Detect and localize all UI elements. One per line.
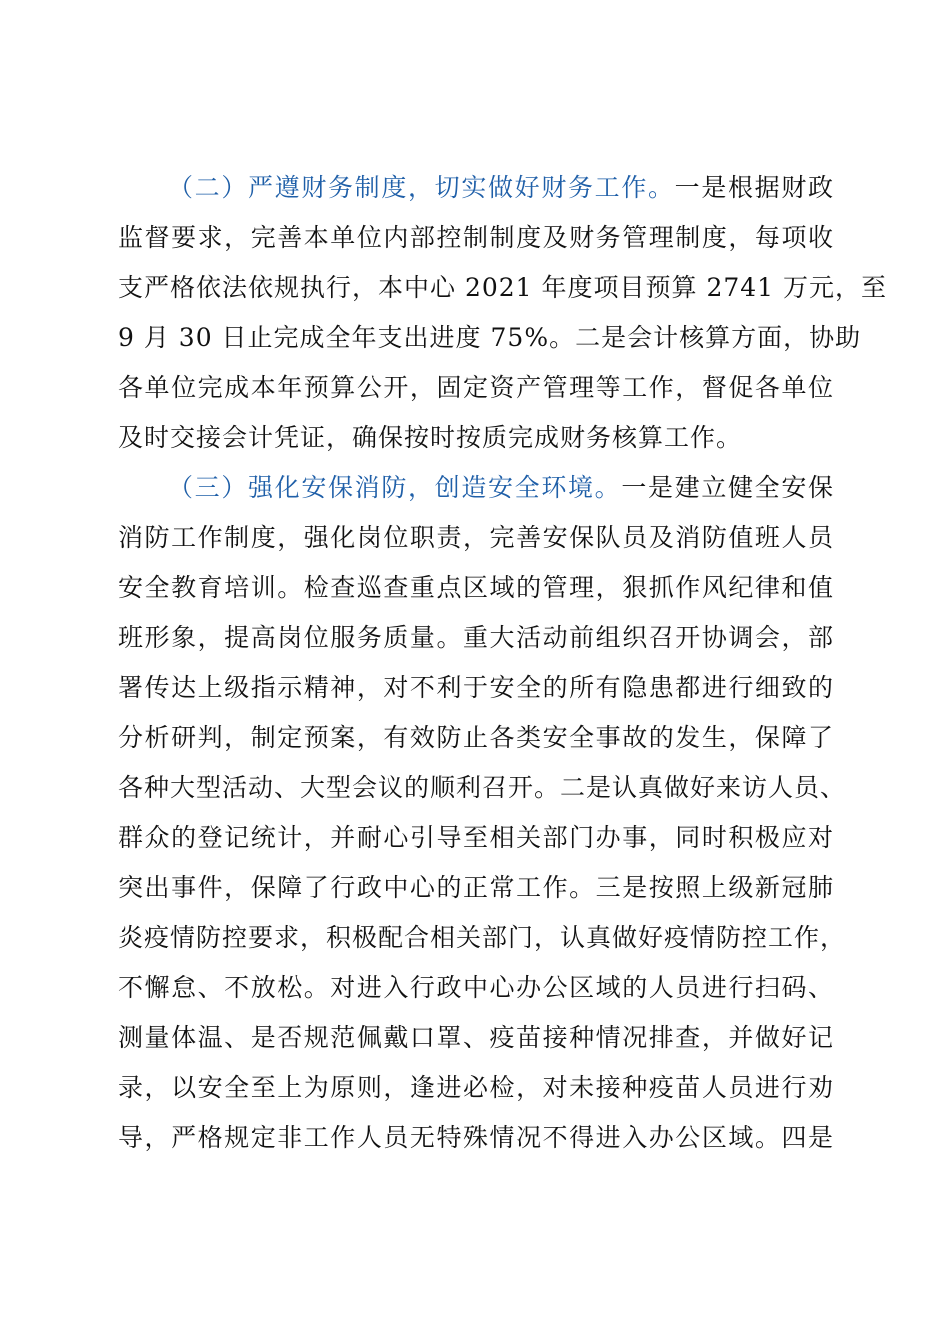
section2-line-4: 9 月 30 日止完成全年支出进度 75%。二是会计核算方面，协助: [118, 323, 862, 352]
section2-line-3: 支严格依法依规执行，本中心 2021 年度项目预算 2741 万元，至: [118, 273, 888, 302]
section3-line-3: 安全教育培训。检查巡查重点区域的管理，狠抓作风纪律和值: [118, 573, 834, 602]
section3-line-9: 突出事件，保障了行政中心的正常工作。三是按照上级新冠肺: [118, 873, 834, 902]
section3-line-8: 群众的登记统计，并耐心引导至相关部门办事，同时积极应对: [118, 823, 834, 852]
section3-line-1-text: 一是建立健全安保: [621, 473, 834, 502]
section2-line-1-text: 一是根据财政: [674, 173, 834, 202]
section2-line-1: [168, 163, 834, 213]
section3-line-6: 分析研判，制定预案，有效防止各类安全事故的发生，保障了: [118, 723, 834, 752]
section3-line-12: 测量体温、是否规范佩戴口罩、疫苗接种情况排查，并做好记: [118, 1023, 834, 1052]
section2-heading: （二）严遵财务制度，切实做好财务工作。: [168, 173, 675, 202]
section3-line-4: 班形象，提高岗位服务质量。重大活动前组织召开协调会，部: [118, 623, 834, 652]
section3-line-11: 不懈怠、不放松。对进入行政中心办公区域的人员进行扫码、: [118, 973, 834, 1002]
section2-line-2: 监督要求，完善本单位内部控制制度及财务管理制度，每项收: [118, 223, 834, 252]
section3-line-13: 录，以安全至上为原则，逢进必检，对未接种疫苗人员进行劝: [118, 1073, 834, 1102]
section3-heading: （三）强化安保消防，创造安全环境。: [168, 473, 622, 502]
section2-line-5: 各单位完成本年预算公开，固定资产管理等工作，督促各单位: [118, 373, 834, 402]
section3-line-7: 各种大型活动、大型会议的顺利召开。二是认真做好来访人员、: [118, 773, 847, 802]
section3-line-10: 炎疫情防控要求，积极配合相关部门，认真做好疫情防控工作，: [118, 923, 847, 952]
section3-line-1: [168, 463, 834, 513]
section2-line-6: 及时交接会计凭证，确保按时按质完成财务核算工作。: [118, 423, 743, 452]
section3-line-2: 消防工作制度，强化岗位职责，完善安保队员及消防值班人员: [118, 523, 834, 552]
section3-line-14: 导，严格规定非工作人员无特殊情况不得进入办公区域。四是: [118, 1123, 834, 1152]
section3-line-5: 署传达上级指示精神，对不利于安全的所有隐患都进行细致的: [118, 673, 834, 702]
